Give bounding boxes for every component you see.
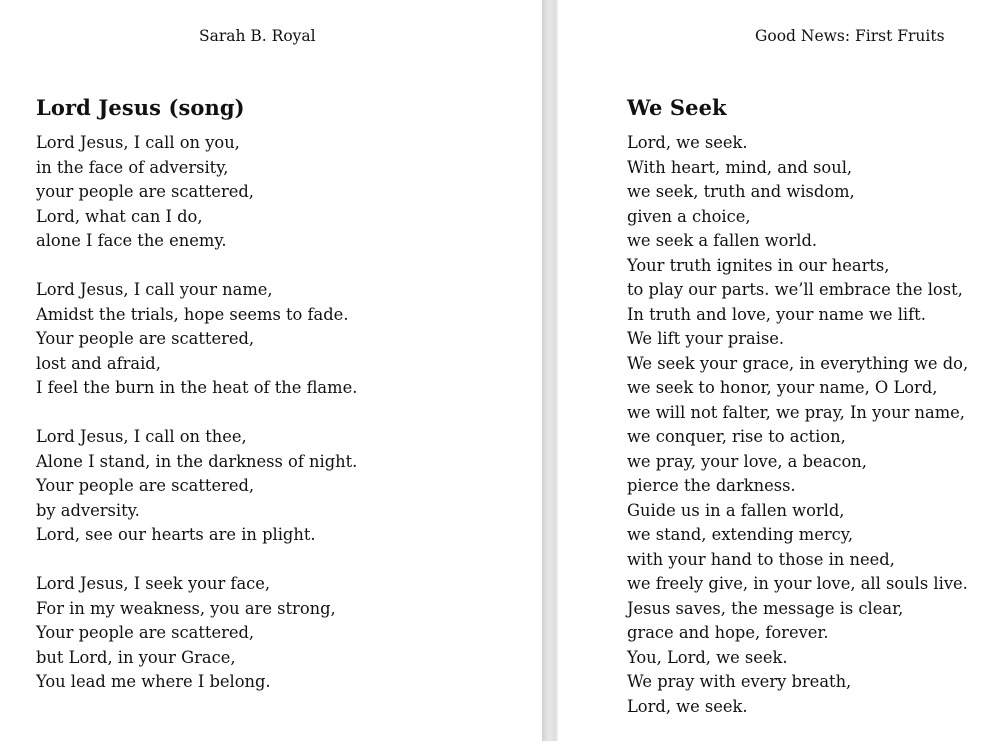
poem-line: Your people are scattered, [36,476,255,495]
poem-line: Guide us in a fallen world, [627,500,845,520]
poem-line: Lord Jesus, I call on thee, [36,427,247,446]
stanza [36,278,357,401]
poem-line: your people are scattered, [36,182,254,201]
poem-line: we seek, truth and wisdom, [627,182,855,201]
poem-line: Alone I stand, in the darkness of night. [36,451,358,471]
poem-line: We seek your grace, in everything we do, [627,353,969,373]
poem-line: by adversity. [36,500,140,520]
stanza [36,131,357,254]
poem-line: we stand, extending mercy, [627,525,853,544]
poem-line: Lord Jesus, I call your name, [36,280,273,299]
poem-line: pierce the darkness. [627,476,796,495]
poem-line: in the face of adversity, [36,157,229,177]
poem-line: we seek to honor, your name, O Lord, [627,378,938,397]
poem-title: We Seek [627,95,727,120]
poem-body [36,131,357,719]
poem-line: You, Lord, we seek. [627,647,788,667]
poem-line: Your truth ignites in our hearts, [627,255,890,275]
poem-line: we freely give, in your love, all souls live. [627,574,968,593]
poem-line: alone I face the enemy. [36,231,227,250]
stanza [627,131,968,719]
poem-line: we conquer, rise to action, [627,427,846,446]
poem-line: Your people are scattered, [36,329,255,348]
page-gutter-divider [542,0,558,741]
stanza [36,572,357,695]
poem-line: we seek a fallen world. [627,231,818,250]
poem-line: We lift your praise. [627,329,785,348]
poem-line: Lord, see our hearts are in plight. [36,525,316,544]
poem-line: Lord Jesus, I seek your face, [36,574,271,593]
book-title-running-head: Good News: First Fruits [755,27,945,45]
right-page [558,0,984,741]
poem-line: Lord, we seek. [627,696,748,716]
poem-line: Jesus saves, the message is clear, [627,598,904,618]
poem-line: to play our parts. we’ll embrace the lost, [627,280,963,299]
poem-line: You lead me where I belong. [36,672,271,691]
poem-line: With heart, mind, and soul, [627,157,853,177]
poem-line: We pray with every breath, [627,672,852,691]
poem-title: Lord Jesus (song) [36,95,245,120]
poem-line: lost and afraid, [36,353,161,373]
poem-line: grace and hope, forever. [627,623,829,642]
poem-body [627,131,968,744]
poem-line: we will not falter, we pray, In your name, [627,402,965,422]
poem-line: I feel the burn in the heat of the flame. [36,378,358,397]
stanza [36,425,357,548]
poem-line: with your hand to those in need, [627,549,895,569]
poem-line: we pray, your love, a beacon, [627,451,867,471]
poem-line: Lord, what can I do, [36,206,203,226]
poem-line: Amidst the trials, hope seems to fade. [36,304,349,324]
poem-line: Your people are scattered, [36,623,255,642]
poem-line: Lord, we seek. [627,133,748,152]
poem-line: but Lord, in your Grace, [36,647,236,667]
poem-line: Lord Jesus, I call on you, [36,133,240,152]
poem-line: given a choice, [627,206,751,226]
poem-line: In truth and love, your name we lift. [627,304,926,324]
poem-line: For in my weakness, you are strong, [36,598,336,618]
author-running-head: Sarah B. Royal [199,27,316,45]
